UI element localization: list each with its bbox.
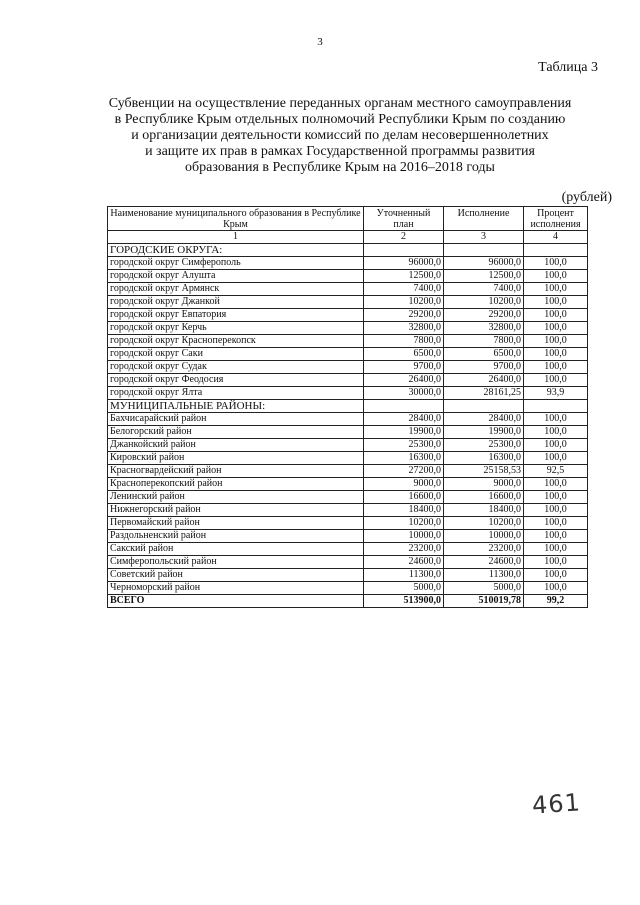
- section-title: ГОРОДСКИЕ ОКРУГА:: [108, 244, 364, 257]
- execution-value: 12500,0: [444, 270, 524, 283]
- plan-value: 9000,0: [364, 478, 444, 491]
- total-row: [108, 595, 588, 608]
- percent-value: 100,0: [524, 361, 588, 374]
- execution-value: 7800,0: [444, 335, 524, 348]
- total-label: ВСЕГО: [108, 595, 364, 608]
- empty-cell: [364, 244, 444, 257]
- municipality-name: городской округ Джанкой: [108, 296, 364, 309]
- empty-cell: [524, 400, 588, 413]
- table-row: [108, 296, 588, 309]
- table-row: [108, 374, 588, 387]
- municipality-name: Бахчисарайский район: [108, 413, 364, 426]
- percent-value: 100,0: [524, 556, 588, 569]
- total-execution: 510019,78: [444, 595, 524, 608]
- municipality-name: городской округ Симферополь: [108, 257, 364, 270]
- execution-value: 23200,0: [444, 543, 524, 556]
- percent-value: 100,0: [524, 283, 588, 296]
- municipality-name: Белогорский район: [108, 426, 364, 439]
- header-plan: Уточненный план: [364, 207, 444, 231]
- municipality-name: Симферопольский район: [108, 556, 364, 569]
- empty-cell: [364, 400, 444, 413]
- percent-value: 100,0: [524, 582, 588, 595]
- total-plan: 513900,0: [364, 595, 444, 608]
- plan-value: 10200,0: [364, 296, 444, 309]
- plan-value: 10000,0: [364, 530, 444, 543]
- plan-value: 27200,0: [364, 465, 444, 478]
- municipality-name: городской округ Феодосия: [108, 374, 364, 387]
- plan-value: 10200,0: [364, 517, 444, 530]
- municipality-name: Первомайский район: [108, 517, 364, 530]
- table-row: [108, 452, 588, 465]
- table-row: [108, 465, 588, 478]
- municipality-name: городской округ Керчь: [108, 322, 364, 335]
- table-row: [108, 543, 588, 556]
- table-row: [108, 504, 588, 517]
- execution-value: 18400,0: [444, 504, 524, 517]
- percent-value: 100,0: [524, 413, 588, 426]
- execution-value: 5000,0: [444, 582, 524, 595]
- execution-value: 7400,0: [444, 283, 524, 296]
- plan-value: 9700,0: [364, 361, 444, 374]
- title-line: Субвенции на осуществление переданных органам местного самоуправления: [108, 96, 572, 111]
- table-row: [108, 348, 588, 361]
- subsidies-table: [107, 206, 588, 608]
- column-number: 4: [524, 231, 588, 244]
- percent-value: 100,0: [524, 569, 588, 582]
- plan-value: 7800,0: [364, 335, 444, 348]
- municipality-name: Нижнегорский район: [108, 504, 364, 517]
- page-number: 3: [317, 36, 323, 48]
- percent-value: 100,0: [524, 257, 588, 270]
- percent-value: 100,0: [524, 504, 588, 517]
- table-row: [108, 322, 588, 335]
- percent-value: 100,0: [524, 322, 588, 335]
- municipality-name: городской округ Судак: [108, 361, 364, 374]
- table-row: [108, 387, 588, 400]
- percent-value: 100,0: [524, 517, 588, 530]
- execution-value: 29200,0: [444, 309, 524, 322]
- title-line: и организации деятельности комиссий по делам несовершеннолетних: [131, 128, 549, 143]
- execution-value: 11300,0: [444, 569, 524, 582]
- handwritten-page-note: 461: [531, 788, 582, 820]
- percent-value: 100,0: [524, 530, 588, 543]
- municipality-name: Сакский район: [108, 543, 364, 556]
- percent-value: 100,0: [524, 491, 588, 504]
- municipality-name: Джанкойский район: [108, 439, 364, 452]
- percent-value: 100,0: [524, 309, 588, 322]
- empty-cell: [444, 244, 524, 257]
- execution-value: 25300,0: [444, 439, 524, 452]
- empty-cell: [444, 400, 524, 413]
- execution-value: 19900,0: [444, 426, 524, 439]
- table-row: [108, 270, 588, 283]
- execution-value: 6500,0: [444, 348, 524, 361]
- column-number: 2: [364, 231, 444, 244]
- percent-value: 100,0: [524, 426, 588, 439]
- municipality-name: Красноперекопский район: [108, 478, 364, 491]
- execution-value: 16300,0: [444, 452, 524, 465]
- municipality-name: городской округ Саки: [108, 348, 364, 361]
- table-row: [108, 478, 588, 491]
- table-row: [108, 413, 588, 426]
- table-row: [108, 530, 588, 543]
- section-header-row: [108, 244, 588, 257]
- plan-value: 30000,0: [364, 387, 444, 400]
- column-number: 3: [444, 231, 524, 244]
- percent-value: 100,0: [524, 335, 588, 348]
- percent-value: 93,9: [524, 387, 588, 400]
- plan-value: 23200,0: [364, 543, 444, 556]
- plan-value: 19900,0: [364, 426, 444, 439]
- percent-value: 100,0: [524, 478, 588, 491]
- execution-value: 10200,0: [444, 296, 524, 309]
- percent-value: 100,0: [524, 374, 588, 387]
- header-percent: Процент исполнения: [524, 207, 588, 231]
- percent-value: 100,0: [524, 270, 588, 283]
- section-header-row: [108, 400, 588, 413]
- header-row: [108, 207, 588, 231]
- units-label: (рублей): [561, 190, 612, 205]
- title-line: и защите их прав в рамках Государственной программы развития: [145, 144, 535, 159]
- percent-value: 100,0: [524, 543, 588, 556]
- percent-value: 100,0: [524, 348, 588, 361]
- municipality-name: городской округ Ялта: [108, 387, 364, 400]
- total-percent: 99,2: [524, 595, 588, 608]
- table-row: [108, 517, 588, 530]
- municipality-name: городской округ Алушта: [108, 270, 364, 283]
- plan-value: 16600,0: [364, 491, 444, 504]
- plan-value: 18400,0: [364, 504, 444, 517]
- execution-value: 16600,0: [444, 491, 524, 504]
- table-row: [108, 491, 588, 504]
- execution-value: 28400,0: [444, 413, 524, 426]
- table-row: [108, 309, 588, 322]
- document-title: [95, 96, 585, 176]
- plan-value: 29200,0: [364, 309, 444, 322]
- execution-value: 96000,0: [444, 257, 524, 270]
- header-execution: Исполнение: [444, 207, 524, 231]
- percent-value: 100,0: [524, 439, 588, 452]
- empty-cell: [524, 244, 588, 257]
- table-body: [108, 244, 588, 608]
- municipality-name: Раздольненский район: [108, 530, 364, 543]
- table-row: [108, 257, 588, 270]
- plan-value: 11300,0: [364, 569, 444, 582]
- execution-value: 32800,0: [444, 322, 524, 335]
- title-line: в Республике Крым отдельных полномочий Республики Крым по созданию: [114, 112, 566, 127]
- plan-value: 28400,0: [364, 413, 444, 426]
- header-name: Наименование муниципального образования в Республике Крым: [108, 207, 364, 231]
- municipality-name: Кировский район: [108, 452, 364, 465]
- execution-value: 25158,53: [444, 465, 524, 478]
- column-number: 1: [108, 231, 364, 244]
- execution-value: 9000,0: [444, 478, 524, 491]
- plan-value: 26400,0: [364, 374, 444, 387]
- plan-value: 16300,0: [364, 452, 444, 465]
- municipality-name: Советский район: [108, 569, 364, 582]
- plan-value: 12500,0: [364, 270, 444, 283]
- table-row: [108, 361, 588, 374]
- plan-value: 32800,0: [364, 322, 444, 335]
- column-number-row: [108, 231, 588, 244]
- percent-value: 100,0: [524, 296, 588, 309]
- percent-value: 92,5: [524, 465, 588, 478]
- municipality-name: Черноморский район: [108, 582, 364, 595]
- title-line: образования в Республике Крым на 2016–2018 годы: [185, 160, 495, 175]
- plan-value: 25300,0: [364, 439, 444, 452]
- table-row: [108, 556, 588, 569]
- execution-value: 10200,0: [444, 517, 524, 530]
- execution-value: 26400,0: [444, 374, 524, 387]
- table-row: [108, 569, 588, 582]
- table-label: Таблица 3: [538, 60, 598, 75]
- execution-value: 10000,0: [444, 530, 524, 543]
- percent-value: 100,0: [524, 452, 588, 465]
- table-row: [108, 439, 588, 452]
- execution-value: 24600,0: [444, 556, 524, 569]
- plan-value: 7400,0: [364, 283, 444, 296]
- plan-value: 96000,0: [364, 257, 444, 270]
- municipality-name: городской округ Армянск: [108, 283, 364, 296]
- municipality-name: Ленинский район: [108, 491, 364, 504]
- plan-value: 6500,0: [364, 348, 444, 361]
- section-title: МУНИЦИПАЛЬНЫЕ РАЙОНЫ:: [108, 400, 364, 413]
- municipality-name: городской округ Евпатория: [108, 309, 364, 322]
- table-row: [108, 582, 588, 595]
- table-row: [108, 426, 588, 439]
- execution-value: 9700,0: [444, 361, 524, 374]
- execution-value: 28161,25: [444, 387, 524, 400]
- table-row: [108, 283, 588, 296]
- plan-value: 24600,0: [364, 556, 444, 569]
- municipality-name: городской округ Красноперекопск: [108, 335, 364, 348]
- plan-value: 5000,0: [364, 582, 444, 595]
- municipality-name: Красногвардейский район: [108, 465, 364, 478]
- table-row: [108, 335, 588, 348]
